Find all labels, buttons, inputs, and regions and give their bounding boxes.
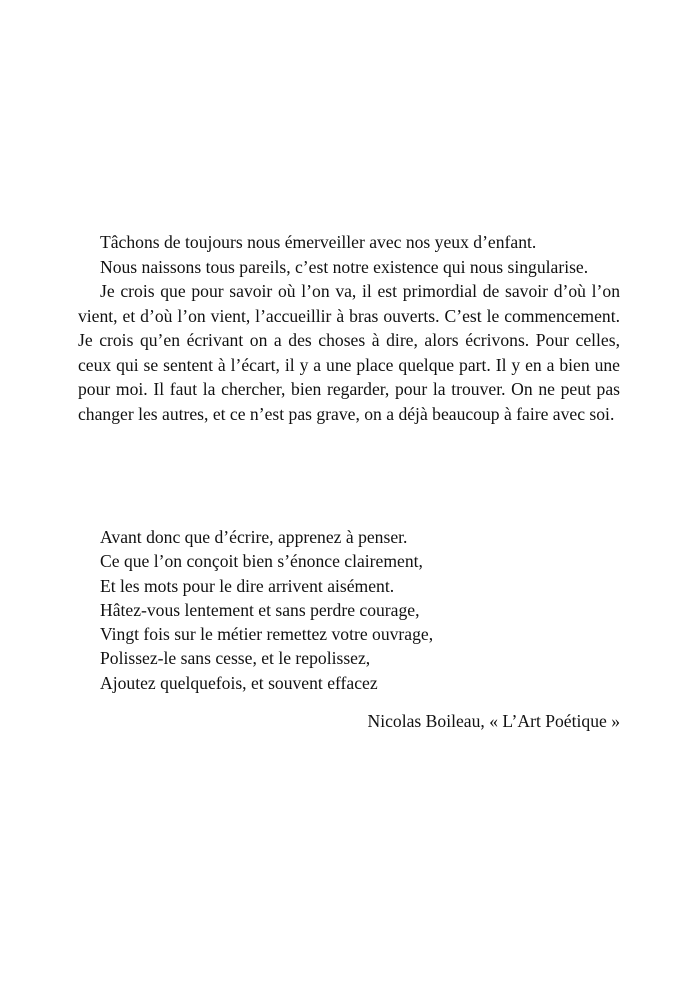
paragraph-3: Je crois que pour savoir où l’on va, il est primordial de savoir d’où l’on vient, et d’où l’on vient, l’accueillir à bras ouverts. C’est le commencement. Je crois qu’en écrivant on a des choses à dire, alors écrivons. Pour celles, ceux qui se sentent à l’écart, il y a une place quelque part. Il y en a bien une pour moi. Il faut la chercher, bien regarder, pour la trouver. On ne peut pas changer les autres, et ce n’est pas grave, on a déjà beaucoup à faire avec soi. bbox=[78, 281, 620, 424]
poem-attribution: Nicolas Boileau, « L’Art Poétique » bbox=[367, 711, 620, 731]
verse-3: Et les mots pour le dire arrivent aisément. bbox=[100, 575, 395, 596]
prose-section bbox=[78, 230, 620, 426]
verse-1: Avant donc que d’écrire, apprenez à penser. bbox=[100, 527, 408, 547]
poem-quote bbox=[100, 525, 620, 695]
verse-5: Vingt fois sur le métier remettez votre ouvrage, bbox=[100, 624, 434, 645]
verse-6: Polissez-le sans cesse, et le repolissez, bbox=[100, 648, 371, 669]
verse-2: Ce que l’on conçoit bien s’énonce clairement, bbox=[100, 551, 423, 572]
paragraph-2: Nous naissons tous pareils, c’est notre existence qui nous singularise. bbox=[100, 256, 589, 277]
paragraph-1: Tâchons de toujours nous émerveiller avec nos yeux d’enfant. bbox=[100, 232, 537, 252]
verse-4: Hâtez-vous lentement et sans perdre courage, bbox=[100, 599, 420, 620]
verse-7: Ajoutez quelquefois, et souvent effacez bbox=[100, 672, 378, 693]
